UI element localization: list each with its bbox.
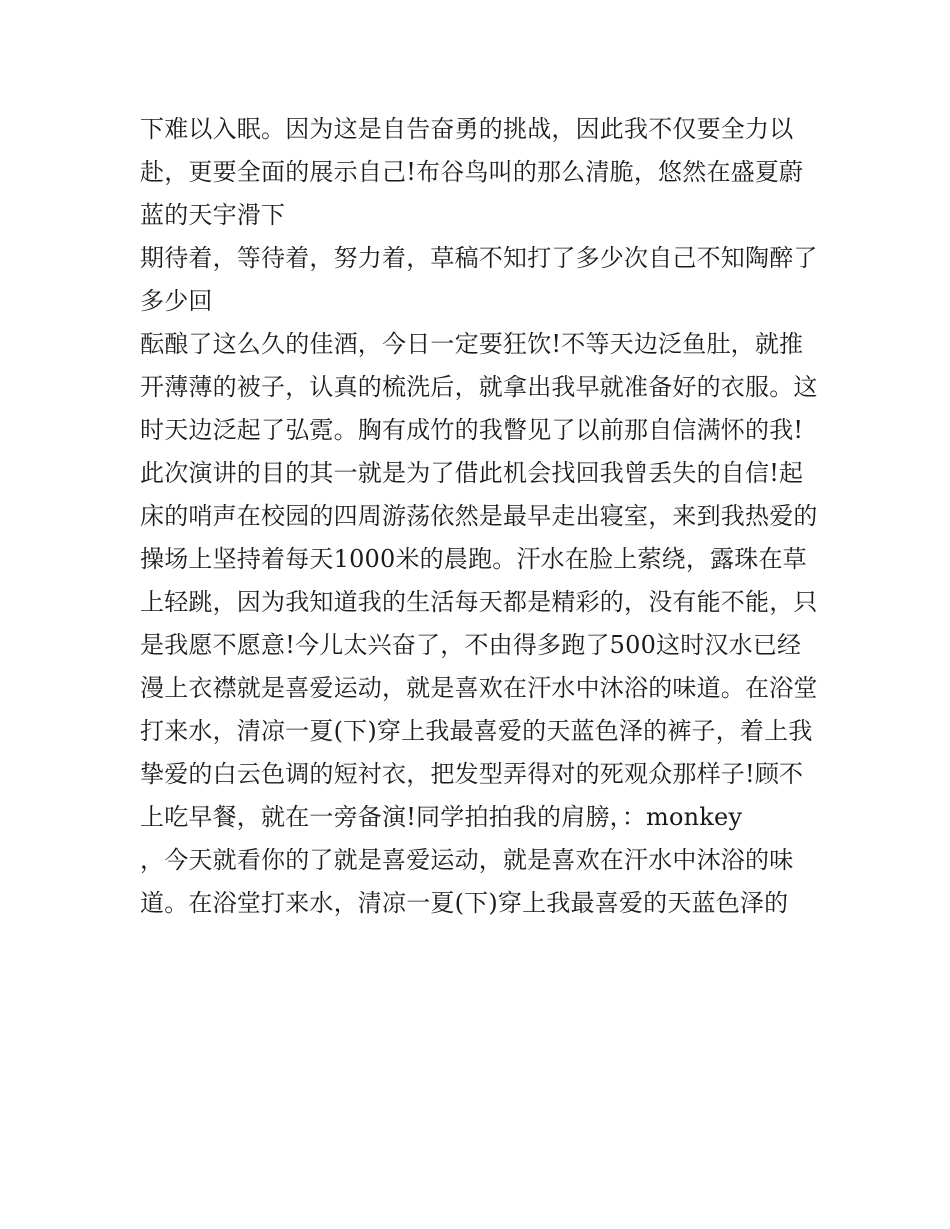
body-text (140, 108, 820, 925)
paragraph: 下难以入眠。因为这是自告奋勇的挑战，因此我不仅要全力以赴，更要全面的展示自己!布谷鸟叫的那么清脆，悠然在盛夏蔚蓝的天宇滑下 (140, 115, 804, 229)
paragraph: ，今天就看你的了就是喜爱运动，就是喜欢在汗水中沐浴的味道。在浴堂打来水，清凉一夏(下)穿上我最喜爱的天蓝色泽的 (140, 846, 794, 917)
paragraph: 期待着，等待着，努力着，草稿不知打了多少次自己不知陶醉了多少回 (140, 244, 818, 315)
paragraph: 酝酿了这么久的佳酒，今日一定要狂饮!不等天边泛鱼肚，就推开薄薄的被子，认真的梳洗后，就拿出我早就准备好的衣服。这时天边泛起了弘霓。胸有成竹的我瞥见了以前那自信满怀的我!此次演讲的目的其一就是为了借此机会找回我曾丢失的自信!起床的哨声在校园的四周游荡依然是最早走出寝室，来到我热爱的操场上坚持着每天1000米的晨跑。汗水在脸上萦绕，露珠在草上轻跳，因为我知道我的生活每天都是精彩的，没有能不能，只是我愿不愿意!今儿太兴奋了，不由得多跑了500这时汉水已经漫上衣襟就是喜爱运动，就是喜欢在汗水中沐浴的味道。在浴堂打来水，清凉一夏(下)穿上我最喜爱的天蓝色泽的裤子，着上我挚爱的白云色调的短衬衣，把发型弄得对的死观众那样子!顾不上吃早餐，就在一旁备演!同学拍拍我的肩膀，：monkey (140, 330, 818, 831)
